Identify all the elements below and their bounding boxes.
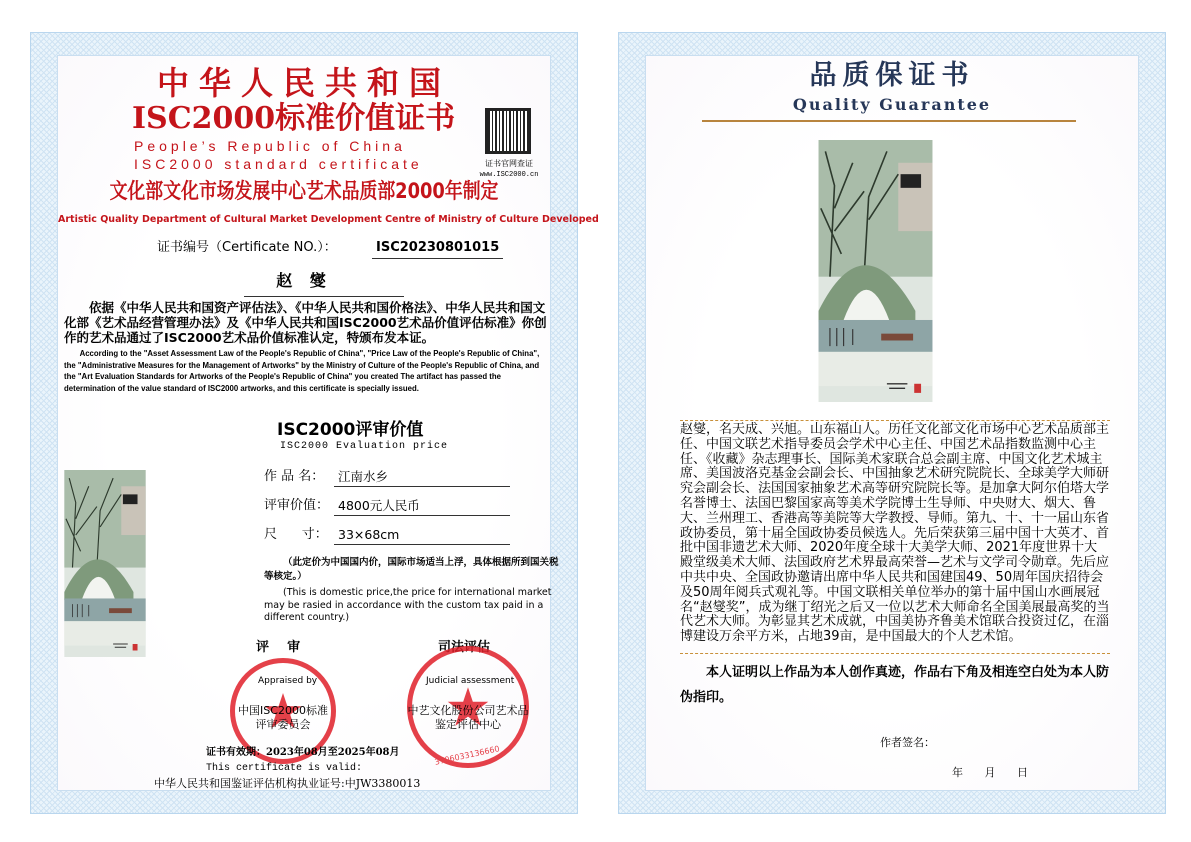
title-cn: 中华人民共和国	[156, 64, 451, 102]
validity-block	[154, 746, 484, 791]
guarantee-inner	[645, 55, 1139, 791]
price-note-en: (This is domestic price,the price for international market may be rasied in accordance with the custom tax paid in a different country.)	[264, 587, 552, 623]
field-value: 江南水乡	[334, 468, 510, 487]
field-value: 4800元人民币	[334, 497, 510, 516]
org-line: 鉴定评估中心	[435, 718, 501, 731]
date-label: 年 月 日	[952, 765, 1028, 779]
qr-code-icon[interactable]	[485, 108, 531, 154]
org-line: 中国ISC2000标准	[238, 704, 328, 717]
evaluation-title-cn: ISC2000评审价值	[277, 420, 424, 440]
field-artwork-name	[264, 468, 510, 487]
title-en-1: People’s Republic of China	[134, 138, 406, 154]
certificate-number-label: 证书编号（Certificate NO.）：	[157, 240, 337, 255]
title-cert: ISC2000标准价值证书	[132, 101, 456, 136]
guarantee-title-cn: 品质保证书	[809, 60, 975, 91]
price-note-cn: （此定价为中国国内价，国际市场适当上浮，具体根据所到国关税等核定。）	[264, 557, 559, 582]
guarantee-title-en: Quality Guarantee	[792, 95, 992, 114]
seal-number: 3706033136660	[433, 744, 501, 767]
org-line: 中艺文化股份公司艺术品	[407, 704, 529, 717]
title-divider	[702, 120, 1076, 122]
certificate-inner	[57, 55, 599, 791]
certificate-page	[30, 32, 599, 814]
statement-en: According to the "Asset Assessment Law of the People's Republic of China", "Price Law of the People's Republic of China", the "Administrative Measures for the Management of Artworks" by the Ministry of Culture of the People's Republic of China, and the "Art Evaluation Standards for Artworks of the People's Republic of China" you created The artifact has passed the determination of the value standard of ISC2000 artworks, and this certificate is specially issued.	[64, 349, 540, 393]
artist-biography: 赵燮，名天成、兴旭。山东福山人。历任文化部文化市场中心艺术品质部主任、中国文联艺术指导委员会学术中心主任、中国艺术品指数监测中心主任、《收藏》杂志理事长、国际美术家联合总会副主席、中国文化艺术城主席、美国波洛克基金会副会长、中国抽象艺术研究院院长、全球美学大师研究会副会长、法国国家抽象艺术高等研究院院长等。是加拿大阿尔伯塔大学名誉博士、法国巴黎国家高等美术学院博士生导师、中央财大、烟大、鲁大、兰州理工、香港高等美院等大学教授、导师。第九、十、十一届山东省政协委员，第十届全国政协委员候选人。先后荣获第三届中国十大英才、首批中国非遗艺术大师、2020年度全球十大美学大师、2021年度世界十大殿堂级美术大师、法国政府艺术界最高荣誉—艺术与文学司令勋章。先后应中共中央、全国政协邀请出席中华人民共和国建国49、50周年国庆招待会及50周年阅兵式观礼等。中国文联相关单位举办的第十届中国山水画展冠名“赵燮奖”，成为继丁绍光之后又一位以艺术大师命名全国美展最高奖的当代艺术大师。为彰显其艺术成就，中国美协齐鲁美术馆联合投资过亿，在淄博建设万余平方米，占地39亩，是中国最大的个人艺术馆。	[680, 422, 1110, 645]
org-line: 评审委员会	[255, 718, 311, 731]
license-number: 中华人民共和国鉴证评估机构执业证号:中JW3380013	[154, 777, 421, 790]
field-evaluation-price	[264, 497, 510, 516]
issuer-cn: 文化部文化市场发展中心艺术品质部2000年制定	[109, 179, 499, 203]
authenticity-declaration: 本人证明以上作品为本人创作真迹，作品右下角及相连空白处为本人防伪指印。	[680, 664, 1110, 705]
artist-name: 赵 燮	[276, 271, 332, 290]
org-judicial	[394, 704, 542, 732]
certificate-number: ISC20230801015	[372, 240, 503, 259]
dotted-divider	[680, 420, 1110, 421]
appraised-by: Appraised by	[258, 676, 318, 686]
price-note-block	[264, 556, 564, 625]
validity-en: This certificate is valid:	[206, 763, 363, 774]
field-label: 作 品 名：	[264, 469, 325, 484]
qr-url: www.ISC2000.cn	[479, 171, 539, 179]
issuer-en: Artistic Quality Department of Cultural Market Development Centre of Ministry of Culture Developed	[58, 214, 599, 225]
guarantee-body	[680, 420, 1110, 780]
statement-cn: 依据《中华人民共和国资产评估法》、《中华人民共和国价格法》、中华人民共和国文化部《艺术品经营管理办法》及《中华人民共和国ISC2000艺术品价值评估标准》你创作的艺术品通过了ISC2000艺术品价值标准认定，特颁布发本证。	[64, 300, 547, 345]
signature-label: 作者签名：	[880, 735, 935, 749]
field-label: 尺 寸：	[264, 527, 328, 542]
statement-block	[64, 300, 547, 394]
field-label: 评审价值：	[264, 498, 330, 513]
evaluation-title-en: ISC2000 Evaluation price	[280, 441, 449, 452]
title-en-2: ISC2000 standard certificate	[134, 156, 423, 172]
judicial-assessment-en: Judicial assessment	[426, 676, 515, 686]
org-review	[218, 704, 348, 732]
artwork-image	[59, 470, 151, 657]
guarantee-page	[618, 32, 1166, 814]
field-size	[264, 526, 510, 545]
dotted-divider	[680, 653, 1110, 654]
artwork-image	[814, 140, 937, 402]
qr-label: 证书官网查证	[485, 159, 533, 168]
validity-period: 证书有效期：2023年08月至2025年08月	[206, 747, 400, 758]
judicial-label: 司法评估	[438, 640, 491, 655]
review-label: 评 审	[256, 640, 301, 655]
name-underline	[244, 296, 404, 297]
field-value: 33×68cm	[334, 526, 510, 545]
